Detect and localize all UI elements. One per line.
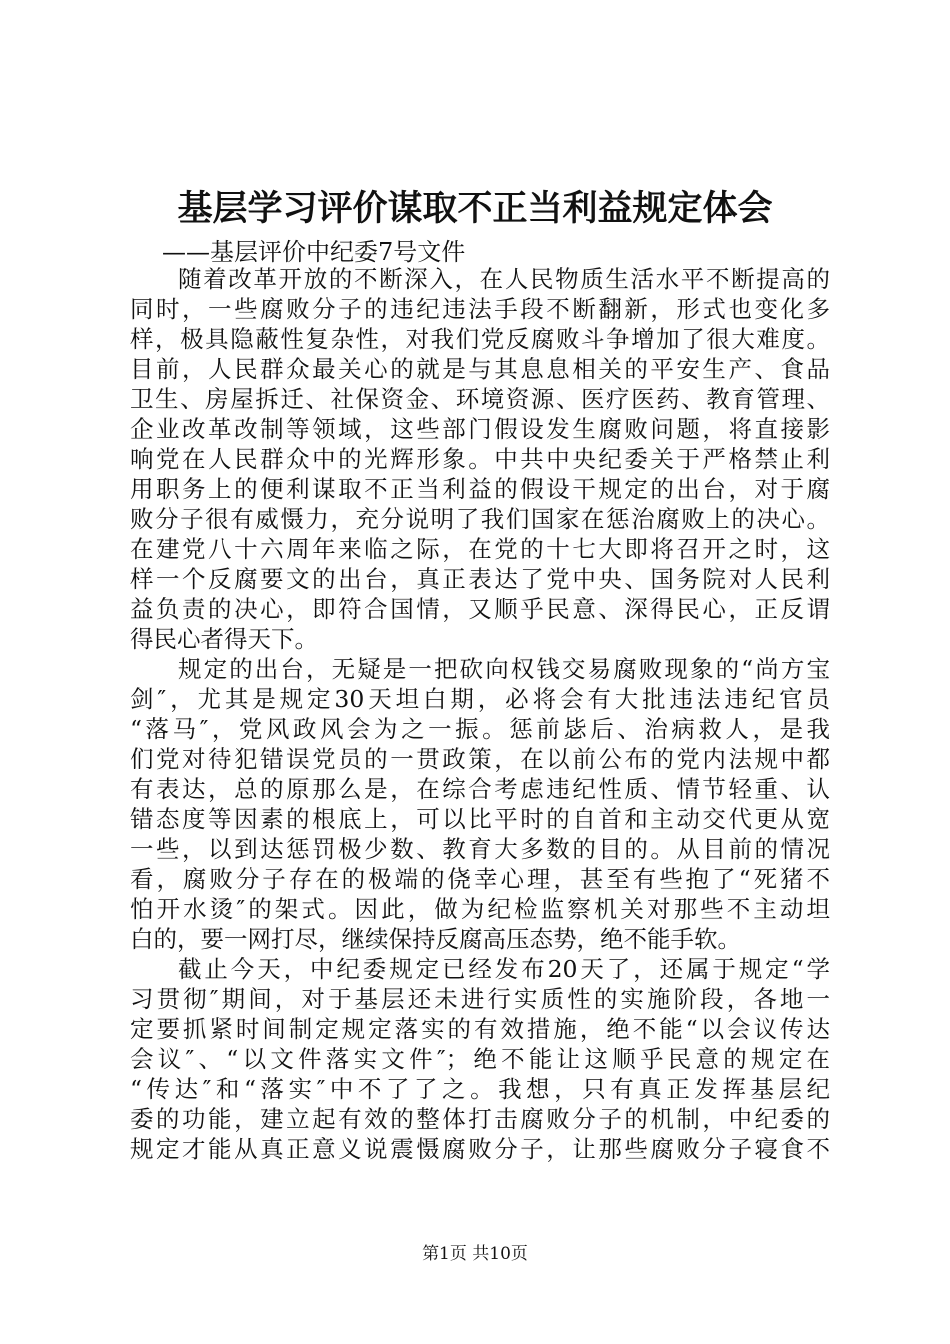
text-line: 样，极具隐蔽性复杂性，对我们党反腐败斗争增加了很大难度。 [130, 325, 830, 353]
text-line: 规定才能从真正意义说震慑腐败分子，让那些腐败分子寝食不 [130, 1135, 830, 1163]
document-title: 基层学习评价谋取不正当利益规定体会 [177, 188, 773, 229]
text-line: 们党对待犯错误党员的一贯政策，在以前公布的党内法规中都 [130, 745, 830, 773]
text-line: 习贯彻″期间，对于基层还未进行实质性的实施阶段，各地一 [130, 985, 830, 1013]
text-line: 卫生、房屋拆迁、社保资金、环境资源、医疗医药、教育管理、 [130, 385, 830, 413]
paragraph-2 [130, 654, 830, 954]
paragraph-1 [130, 264, 830, 654]
text-line: 随着改革开放的不断深入，在人民物质生活水平不断提高的 [178, 265, 830, 293]
text-line: 剑″，尤其是规定30天坦白期，必将会有大批违法违纪官员 [130, 685, 830, 713]
text-line: 用职务上的便利谋取不正当利益的假设干规定的出台，对于腐 [130, 475, 830, 503]
text-line: 一些，以到达惩罚极少数、教育大多数的目的。从目前的情况 [130, 835, 830, 863]
text-line: 定要抓紧时间制定规定落实的有效措施，绝不能“以会议传达 [130, 1015, 830, 1043]
text-line: 败分子很有威慑力，充分说明了我们国家在惩治腐败上的决心。 [130, 505, 830, 533]
paragraph-3 [130, 954, 830, 1164]
text-line: 截止今天，中纪委规定已经发布20天了，还属于规定“学 [178, 955, 830, 983]
text-line: 得民心者得天下。 [130, 625, 318, 653]
text-line: 目前，人民群众最关心的就是与其息息相关的平安生产、食品 [130, 355, 830, 383]
document-body [130, 264, 830, 1164]
text-line: 同时，一些腐败分子的违纪违法手段不断翻新，形式也变化多 [130, 295, 830, 323]
text-line: 委的功能，建立起有效的整体打击腐败分子的机制，中纪委的 [130, 1105, 830, 1133]
text-line: 白的，要一网打尽，继续保持反腐高压态势，绝不能手软。 [130, 925, 741, 953]
text-line: 看，腐败分子存在的极端的侥幸心理，甚至有些抱了“死猪不 [130, 865, 830, 893]
text-line: 怕开水烫″的架式。因此，做为纪检监察机关对那些不主动坦 [130, 895, 830, 923]
document-subtitle: ——基层评价中纪委7号文件 [162, 238, 466, 266]
text-line: 益负责的决心，即符合国情，又顺乎民意、深得民心，正反谓 [130, 595, 830, 623]
text-line: “传达″和“落实″中不了了之。我想，只有真正发挥基层纪 [130, 1075, 830, 1103]
text-line: 企业改革改制等领域，这些部门假设发生腐败问题，将直接影 [130, 415, 830, 443]
page-indicator: 第1页 共10页 [422, 1244, 528, 1264]
text-line: 样一个反腐要文的出台，真正表达了党中央、国务院对人民利 [130, 565, 830, 593]
text-line: 有表达，总的原那么是，在综合考虑违纪性质、情节轻重、认 [130, 775, 830, 803]
text-line: “落马″，党风政风会为之一振。惩前毖后、治病救人，是我 [130, 715, 830, 743]
text-line: 响党在人民群众中的光辉形象。中共中央纪委关于严格禁止利 [130, 445, 830, 473]
text-line: 错态度等因素的根底上，可以比平时的自首和主动交代更从宽 [130, 805, 830, 833]
text-line: 会议″、“以文件落实文件″；绝不能让这顺乎民意的规定在 [130, 1045, 830, 1073]
text-line: 规定的出台，无疑是一把砍向权钱交易腐败现象的“尚方宝 [178, 655, 830, 683]
text-line: 在建党八十六周年来临之际，在党的十七大即将召开之时，这 [130, 535, 830, 563]
